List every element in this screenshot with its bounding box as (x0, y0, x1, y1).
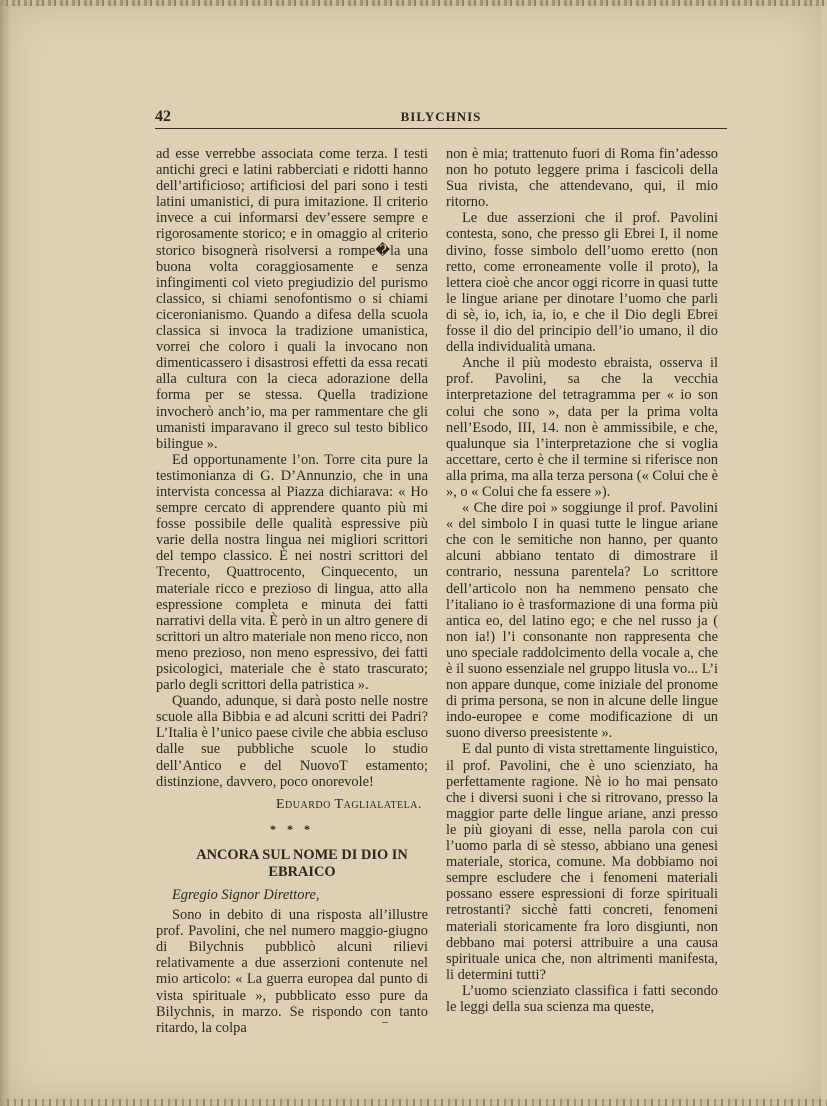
running-title: BILYCHNIS (400, 109, 482, 124)
page-top-edge (0, 0, 827, 6)
author-signature: Eduardo Taglialatela. (275, 796, 422, 812)
page-left-edge (0, 0, 10, 1106)
header-rule (155, 128, 727, 129)
right-column (446, 146, 718, 1015)
paragraph: non è mia; trattenuto fuori di Roma fin’adesso non ho potuto leggere prima i fascicoli della Sua rivista, che attendevano, qui, il mio ritorno. (446, 146, 718, 211)
page-bottom-edge (0, 1099, 827, 1106)
letter-salutation: Egregio Signor Direttore, (172, 886, 320, 903)
print-mark (382, 1022, 388, 1023)
section-separator: * * * (270, 821, 314, 836)
page-header (155, 106, 727, 130)
paragraph: Anche il più modesto ebraista, osserva il prof. Pavolini, sa che la vecchia interpretazione del tetragramma per « io son colui che sono », data per la prima volta nell’Esodo, III, 14. non è ammissibile, e che, qualunque sia l’interpretazione che si voglia accettare, certo è che il termine si riferisce non alla prima, ma alla terza persona (« Colui che è », o « Colui che fa essere »). (446, 355, 718, 500)
paragraph: L’uomo scienziato classifica i fatti secondo le leggi della sua scienza ma queste, (446, 982, 718, 1015)
page-number: 42 (155, 108, 171, 125)
paragraph: Le due asserzioni che il prof. Pavolini contesta, sono, che presso gli Ebrei I, il nome divino, fosse simbolo dell’uomo eretto (non retto, come erroneamente volle il proto), la lettera cioè che ancor oggi ricorre in quasi tutte le lingue ariane per dinotare l’uomo che parli di sè, io, ich, ia, io, e che il Dio degli Ebrei fosse il dio del principio dell’io umano, il dio della individualità umana. (446, 210, 718, 356)
paragraph: ad esse verrebbe associata come terza. I testi antichi greci e latini rabberciati e ridotti hanno dell’artificioso; artificiosi del pari sono i testi latini umanistici, di pura imitazione. Il criterio invece a cui informarsi dev’essere sempre e rigorosamente storico; e in omaggio al criterio storico bisognerà risolversi a rompe�la una buona volta coraggiosamente e senza infingimenti col vieto pregiudizio del purismo classico, si chiami senofontismo o si chiami ciceronianismo. Quando a difesa della scuola classica si invoca la tradizione umanistica, vorrei che coloro i quali la invocano non dimenticassero i disastrosi effetti da essa recati alla cultura con la cieca adorazione della forma per se stessa. Quella tradizione invocherò anch’io, ma per rammentare che gli umanisti imparavano il greco sul testo biblico bilingue ». (156, 146, 428, 452)
left-column (156, 146, 428, 1036)
paragraph: « Che dire poi » soggiunge il prof. Pavolini « del simbolo I in quasi tutte le lingue ariane che con le semitiche non hanno, per quanto alcuni abbiano tentato di dimostrare il contrario, nessuna parentela? Lo scrittore dell’articolo non ha nemmeno pensato che l’italiano io è trasformazione di una forma più antica eo, del latino ego; e che nel russo ja ( non ia!) l’i consonante non rappresenta che uno speciale raddolcimento della vocale a, che è il suono essenziale nel gruppo litusla vo... L’i non appare dunque, come iniziale del pronome di prima persona, se non in alcune delle lingue indo-europee e come modificazione di un suono diverso preesistente ». (446, 500, 718, 742)
paragraph: E dal punto di vista strettamente linguistico, il prof. Pavolini, che è uno scienziato, ha perfettamente ragione. Nè io ho mai pensato che i diversi suoni i che si ritrovano, presso la maggior parte delle lingue ariane, anzi presso le più gioyani di esse, nella parola con cui l’uomo parla di sè stesso, abbiano una genesi materiale, storica, comune. Ma dobbiamo noi sempre escludere che i fenomeni materiali possano essere espressioni di forze spirituali retrostanti? sicchè fatti concreti, fenomeni materiali storicamente fra loro disgiunti, non debbano mai potersi attribuire a una causa spirituale unica che, non altrimenti manifesta, li determini tutti? (446, 741, 718, 983)
paragraph: Sono in debito di una risposta all’illustre prof. Pavolini, che nel numero maggio-giugno di Bilychnis pubblicò alcuni rilievi relativamente a due asserzioni contenute nel mio articolo: « La guerra europea dal punto di vista spirituale », pubblicato esso pure da Bilychnis, in marzo. Se rispondo con tanto ritardo, la colpa (156, 907, 428, 1036)
section-title: ANCORA SUL NOME DI DIO IN EBRAICO (196, 846, 408, 880)
paragraph: Ed opportunamente l’on. Torre cita pure la testimonianza di G. D’Annunzio, che in una intervista concessa al Piazza dichiarava: « Ho sempre cercato di apprendere quanto più mi fosse possibile delle qualità espressive più varie della nostra lingua nei migliori scrittori del tempo classico. È nei nostri scrittori del Trecento, Quattrocento, Cinquecento, un materiale ricco e prezioso di lingua, atto alla espressione completa e minuta dei fatti narrativi della vita. È però in un altro genere di scrittori un altro materiale non meno ricco, non meno prezioso, non meno espressivo, dei fatti psicologici, materiale che è stato trascurato; parlo degli scrittori della patristica ». (156, 451, 428, 694)
paragraph: Quando, adunque, si darà posto nelle nostre scuole alla Bibbia e ad alcuni scritti dei Padri? L’Italia è l’unico paese civile che abbia escluso dalle sue pubbliche scuole lo studio dell’Antico e del NuovoT estamento; distinzione, davvero, poco onorevole! (156, 693, 428, 790)
